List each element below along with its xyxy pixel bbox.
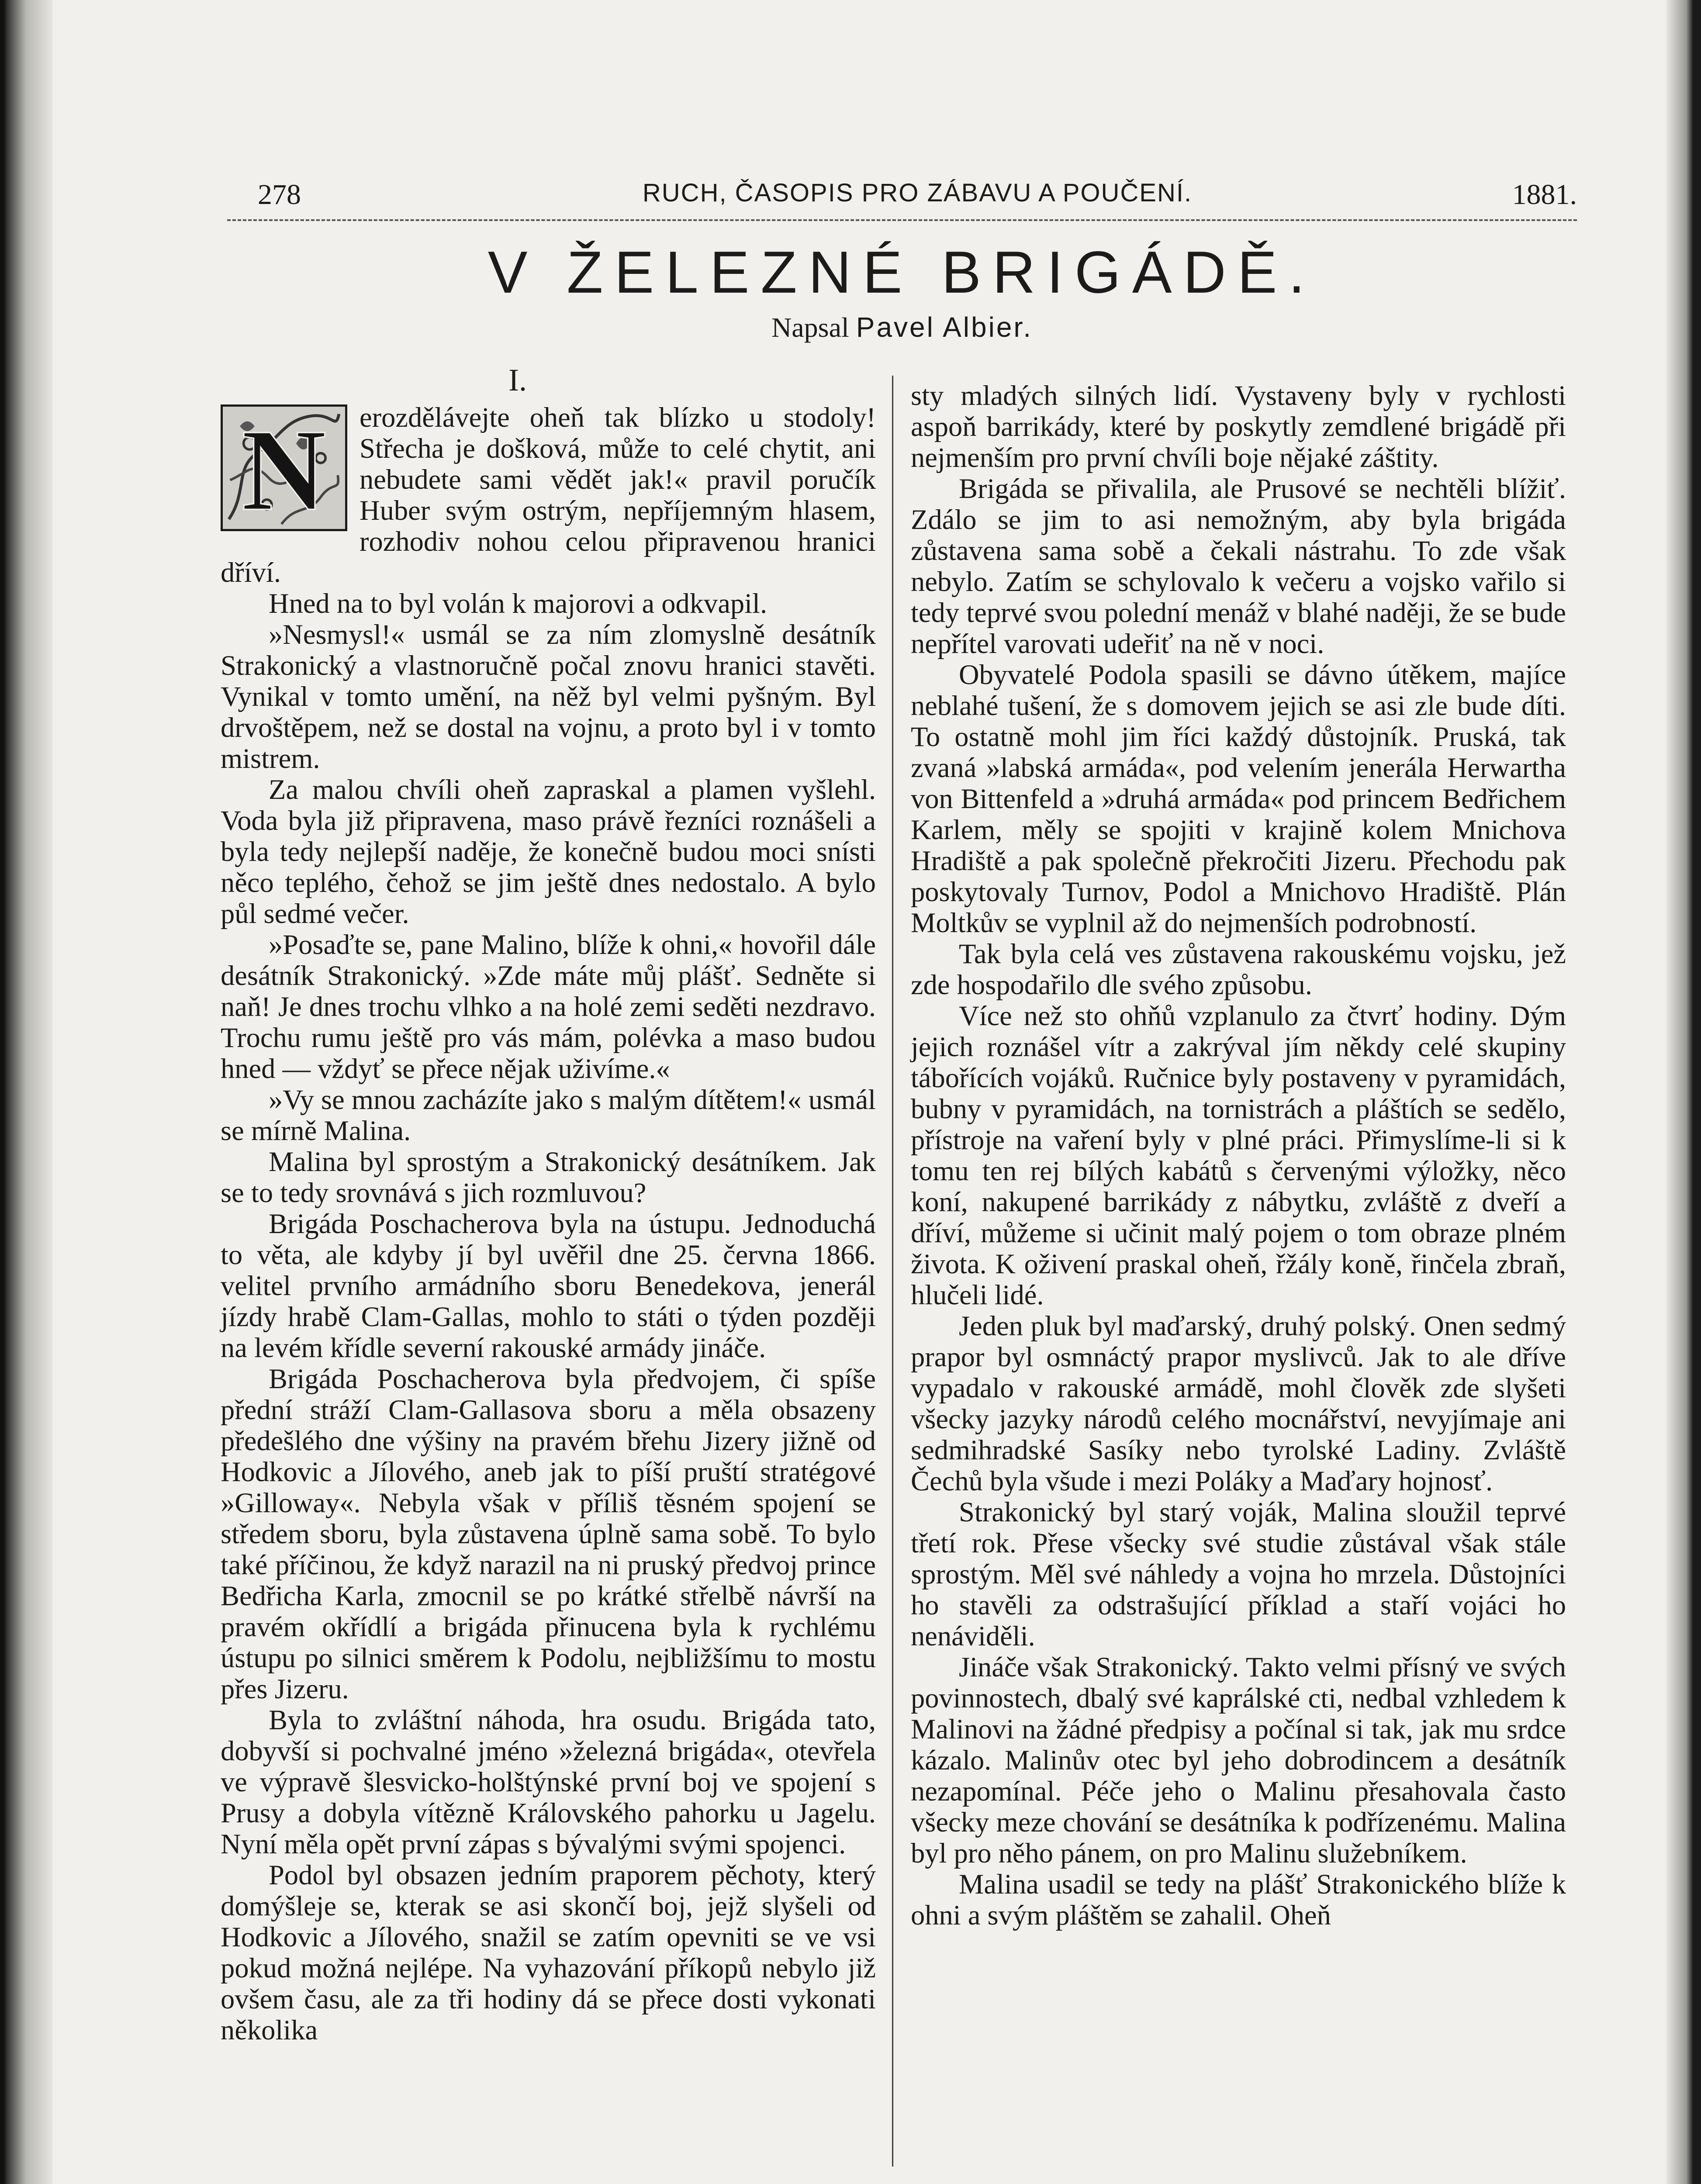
- paragraph: »Vy se mnou zacházíte jako s malým dítětem!« usmál se mírně Malina.: [221, 1084, 876, 1146]
- paragraph: Byla to zvláštní náhoda, hra osudu. Brigáda tato, dobyvší si pochvalné jméno »železná brigáda«, otevřela ve výpravě šlesvicko-holštýnské první boj ve spojení s Prusy a dobyla vítězně Královského pahorku u Jagelu. Nyní měla opět první zápas s bývalými svými spojenci.: [221, 1704, 876, 1859]
- right-paragraphs: [911, 380, 1566, 1931]
- byline: [227, 311, 1577, 344]
- scan-edge-right: [1666, 0, 1701, 2184]
- paragraph: Obyvatelé Podola spasili se dávno útěkem, majíce neblahé tušení, že s domovem jejich se asi zle bude díti. To ostatně mohl jim říci každý důstojník. Pruská, tak zvaná »labská armáda«, pod velením jenerála Herwartha von Bittenfeld a »druhá armáda« pod princem Bedřichem Karlem, měly se spojiti v krajině kolem Mnichova Hradiště a pak společně překročiti Jizeru. Přechodu pak poskytovaly Turnov, Podol a Mnichovo Hradiště. Plán Moltkův se vyplnil až do nejmenších podrobností.: [911, 659, 1566, 938]
- paragraph: Za malou chvíli oheň zapraskal a plamen vyšlehl. Voda byla již připravena, maso právě řezníci roznášeli a byla tedy nejlepší naděje, že konečně budou moci snísti něco teplého, čehož se jim ještě dnes nedostalo. A bylo půl sedmé večer.: [221, 774, 876, 929]
- byline-prefix: Napsal: [771, 312, 849, 343]
- running-header: [258, 178, 1577, 213]
- header-year: 1881.: [1512, 179, 1577, 211]
- paragraph: Malina usadil se tedy na plášť Strakonického blíže k ohni a svým pláštěm se zahalil. Oheň: [911, 1869, 1566, 1931]
- paragraph: erozdělávejte oheň tak blízko u stodoly! Střecha je došková, může to celé chytit, ani nebudete sami vědět jak!« pravil poručík Huber svým ostrým, nepříjemným hlasem, rozhodiv nohou celou připravenou hranici dříví.: [221, 402, 876, 588]
- paragraph: Více než sto ohňů vzplanulo za čtvrť hodiny. Dým jejich roznášel vítr a zakrýval jím někdy celé skupiny tábořících vojáků. Ručnice byly postaveny v pyramidách, bubny v pyramidách, na tornistrách a pláštích se sedělo, přístroje na vaření byly v plné práci. Přimyslíme-li si k tomu ten rej bílých kabátů s červenými výložky, něco koní, nakupené barrikády z nábytku, zvláště z dveří a dříví, můžeme si učinit malý pojem o tom obraze plném života. K oživení praskal oheň, řžály koně, řinčela zbraň, hlučeli lidé.: [911, 1000, 1566, 1310]
- paragraph: Strakonický byl starý voják, Malina sloužil teprvé třetí rok. Přese všecky své studie zůstával však stále sprostým. Měl své náhledy a vojna ho mrzela. Důstojníci ho stavěli za odstrašující příklad a staří vojáci ho nenáviděli.: [911, 1496, 1566, 1652]
- paragraph: sty mladých silných lidí. Vystaveny byly v rychlosti aspoň barrikády, které by poskytly zemdlené brigádě při nejmenším pro první chvíli boje nějaké záštity.: [911, 380, 1566, 473]
- left-paragraphs: [221, 402, 876, 2046]
- article-title: V ŽELEZNÉ BRIGÁDĚ.: [487, 239, 1317, 305]
- section-number: I.: [508, 363, 527, 397]
- paragraph: Jináče však Strakonický. Takto velmi přísný ve svých povinnostech, dbalý své kaprálské cti, nedbal vzhledem k Malinovi na žádné předpisy a počínal si tak, jak mu srdce kázalo. Malinův otec byl jeho dobrodincem a desátník nezapomínal. Péče jeho o Malinu přesahovala často všecky meze chování se desátníka k podřízenému. Malina byl pro něho pánem, on pro Malinu služebníkem.: [911, 1652, 1566, 1869]
- dropcap-letter-n: [223, 407, 345, 529]
- paragraph: »Posaďte se, pane Malino, blíže k ohni,« hovořil dále desátník Strakonický. »Zde máte můj plášť. Sedněte si naň! Je dnes trochu vlhko a na holé zemi seděti nezdravo. Trochu rumu ještě pro vás mám, polévka a maso budou hned — vždyť se přece nějak uživíme.«: [221, 929, 876, 1084]
- paragraph: Jeden pluk byl maďarský, druhý polský. Onen sedmý prapor byl osmnáctý prapor myslivců. Jak to ale dříve vypadalo v rakouské armádě, mohl člověk zde slyšeti všecky jazyky národů celého mocnářství, nevyjímaje ani sedmihradské Sasíky nebo tyrolské Ladiny. Zvláště Čechů byla všude i mezi Poláky a Maďary hojnosť.: [911, 1310, 1566, 1496]
- dropcap-letter: N: [241, 407, 327, 529]
- paragraph: Brigáda Poschacherova byla předvojem, či spíše přední stráží Clam-Gallasova sboru a měla obsazeny předešlého dne výšiny na pravém břehu Jizery jižně od Hodkovic a Jílového, aneb jak to píší pruští stratégové »Gilloway«. Nebyla však v příliš těsném spojení se středem sboru, byla zůstavena úplně sama sobě. To bylo také příčinou, že když narazil na ni pruský předvoj prince Bedřicha Karla, zmocnil se po krátké střelbě návrší na pravém okřídlí a brigáda přinucena byla k rychlému ústupu po silnici směrem k Podolu, nejbližšímu to mostu přes Jizeru.: [221, 1363, 876, 1704]
- paragraph: Hned na to byl volán k majorovi a odkvapil.: [269, 588, 768, 619]
- ornamental-initial-n: [221, 404, 347, 531]
- running-title: RUCH, ČASOPIS PRO ZÁBAVU A POUČENÍ.: [642, 179, 1193, 207]
- column-divider: [892, 376, 893, 2167]
- paragraph: Tak byla celá ves zůstavena rakouskému vojsku, jež zde hospodařilo dle svého způsobu.: [911, 938, 1566, 1000]
- author-name: Pavel Albier.: [856, 311, 1033, 343]
- paragraph: Brigáda Poschacherova byla na ústupu. Jednoduchá to věta, ale kdyby jí byl uvěřil dne 25. června 1866. velitel prvního armádního sboru Benedekova, jenerál jízdy hrabě Clam-Gallas, mohlo to státi o týden později na levém křídle severní rakouské armády jináče.: [221, 1208, 876, 1363]
- paragraph: Malina byl sprostým a Strakonický desátníkem. Jak se to tedy srovnává s jich rozmluvou?: [221, 1146, 876, 1208]
- right-column: [911, 380, 1566, 1931]
- paragraph: »Nesmysl!« usmál se za ním zlomyslně desátník Strakonický a vlastnoručně počal znovu hranici stavěti. Vynikal v tomto umění, na něž byl velmi pyšným. Byl drvoštěpem, než se dostal na vojnu, a proto byl i v tomto mistrem.: [221, 619, 876, 774]
- header-rule: [227, 219, 1577, 221]
- paragraph: Brigáda se přivalila, ale Prusové se nechtěli blížiť. Zdálo se jim to asi nemožným, aby byla brigáda zůstavena sama sobě a čekali nástrahu. To zde však nebylo. Zatím se schylovalo k večeru a vojsko vařilo si tedy teprvé svou polední menáž v blahé naději, že se bude nepřítel varovati udeřiť na ně v noci.: [911, 473, 1566, 659]
- paragraph: Podol byl obsazen jedním praporem pěchoty, který domýšleje se, kterak se asi skončí boj, jejž slyšeli od Hodkovic a Jílového, snažil se zatím opevniti se ve vsi pokud možná nejlépe. Na vyhazování příkopů nebylo již ovšem času, ale za tři hodiny dá se přece dosti vykonati několika: [221, 1859, 876, 2046]
- page-number: 278: [258, 179, 301, 211]
- left-column: [221, 358, 876, 2046]
- scan-edge-left: [0, 0, 52, 2184]
